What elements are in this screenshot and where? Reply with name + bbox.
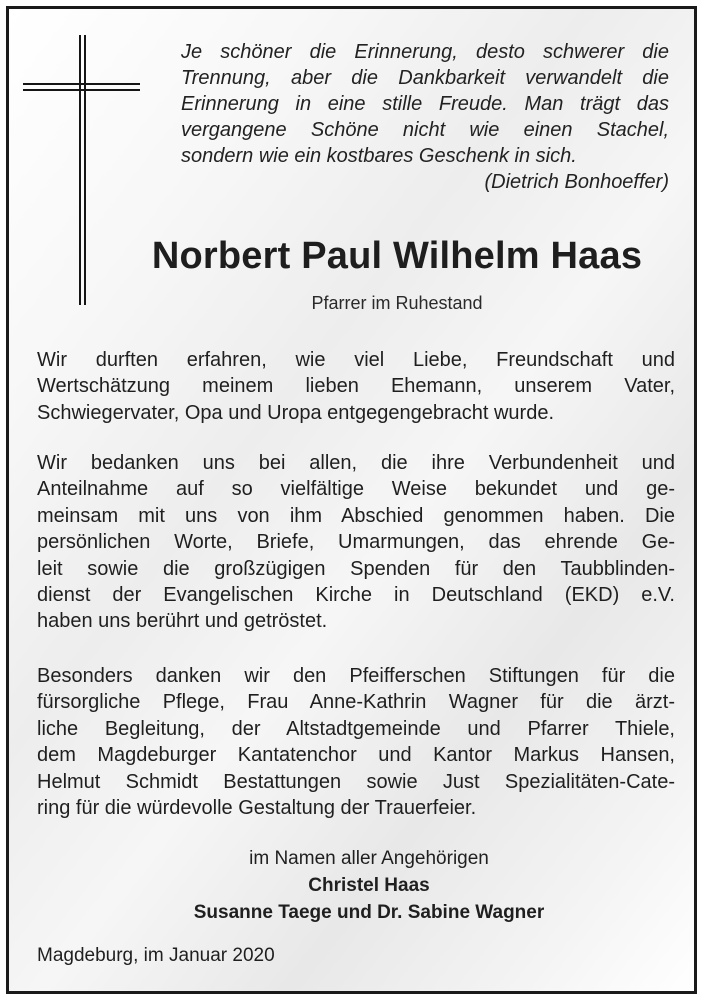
paragraph-line: ring für die würdevolle Gestaltung der Trauerfeier. xyxy=(37,797,477,820)
signature-block xyxy=(49,845,689,926)
quote-block xyxy=(181,39,669,195)
paragraph-line: haben uns berührt und getröstet. xyxy=(37,610,328,633)
paragraph-line: Wir bedanken uns bei allen, die ihre Verbundenheit und xyxy=(37,452,675,474)
deceased-title: Pfarrer im Ruhestand xyxy=(311,293,483,313)
paragraph-line: meinsam mit uns von ihm Abschied genommen haben. Die xyxy=(37,504,675,527)
paragraph-line: dienst der Evangelischen Kirche in Deutschland (EKD) e.V. xyxy=(37,584,675,607)
signature-name: Christel Haas xyxy=(308,875,430,896)
paragraph-2 xyxy=(37,450,675,635)
quote-line: Je schöner die Erinnerung, desto schwerer die xyxy=(181,41,669,63)
quote-author: (Dietrich Bonhoeffer) xyxy=(484,171,669,193)
paragraph-line: Wir durften erfahren, wie viel Liebe, Freundschaft und xyxy=(37,349,675,371)
paragraph-3 xyxy=(37,663,675,821)
obituary-card xyxy=(6,6,697,994)
paragraph-line: dem Magdeburger Kantatenchor und Kantor Markus Hansen, xyxy=(37,744,675,767)
paragraph-line: persönlichen Worte, Briefe, Umarmungen, das ehrende Ge- xyxy=(37,531,675,554)
paragraph-1 xyxy=(37,347,675,426)
quote-line: sondern wie ein kostbares Geschenk in sich. xyxy=(181,145,577,167)
paragraph-line: Helmut Schmidt Bestattungen sowie Just Spezialitäten-Cate- xyxy=(37,770,675,793)
paragraph-line: leit sowie die großzügigen Spenden für den Taubblinden- xyxy=(37,557,675,580)
cross-icon-vertical xyxy=(79,35,86,305)
paragraph-line: Wertschätzung meinem lieben Ehemann, unserem Vater, xyxy=(37,375,675,398)
quote-line: Erinnerung in eine stille Freude. Man trägt das xyxy=(181,93,669,115)
paragraph-line: Schwiegervater, Opa und Uropa entgegengebracht wurde. xyxy=(37,401,555,424)
paragraph-line: Anteilnahme auf so vielfältige Weise bekundet und ge- xyxy=(37,478,675,501)
paragraph-line: liche Begleitung, der Altstadtgemeinde und Pfarrer Thiele, xyxy=(37,717,675,740)
quote-line: vergangene Schöne nicht wie einen Stachel, xyxy=(181,119,669,141)
signature-intro: im Namen aller Angehörigen xyxy=(249,848,489,869)
deceased-name: Norbert Paul Wilhelm Haas xyxy=(151,235,643,277)
place-date: Magdeburg, im Januar 2020 xyxy=(37,945,275,966)
cross-icon-horizontal xyxy=(23,83,140,91)
quote-line: Trennung, aber die Dankbarkeit verwandelt die xyxy=(181,67,669,89)
paragraph-line: Besonders danken wir den Pfeifferschen Stiftungen für die xyxy=(37,665,675,687)
paragraph-line: fürsorgliche Pflege, Frau Anne-Kathrin Wagner für die ärzt- xyxy=(37,691,675,714)
signature-name: Susanne Taege und Dr. Sabine Wagner xyxy=(193,902,545,923)
